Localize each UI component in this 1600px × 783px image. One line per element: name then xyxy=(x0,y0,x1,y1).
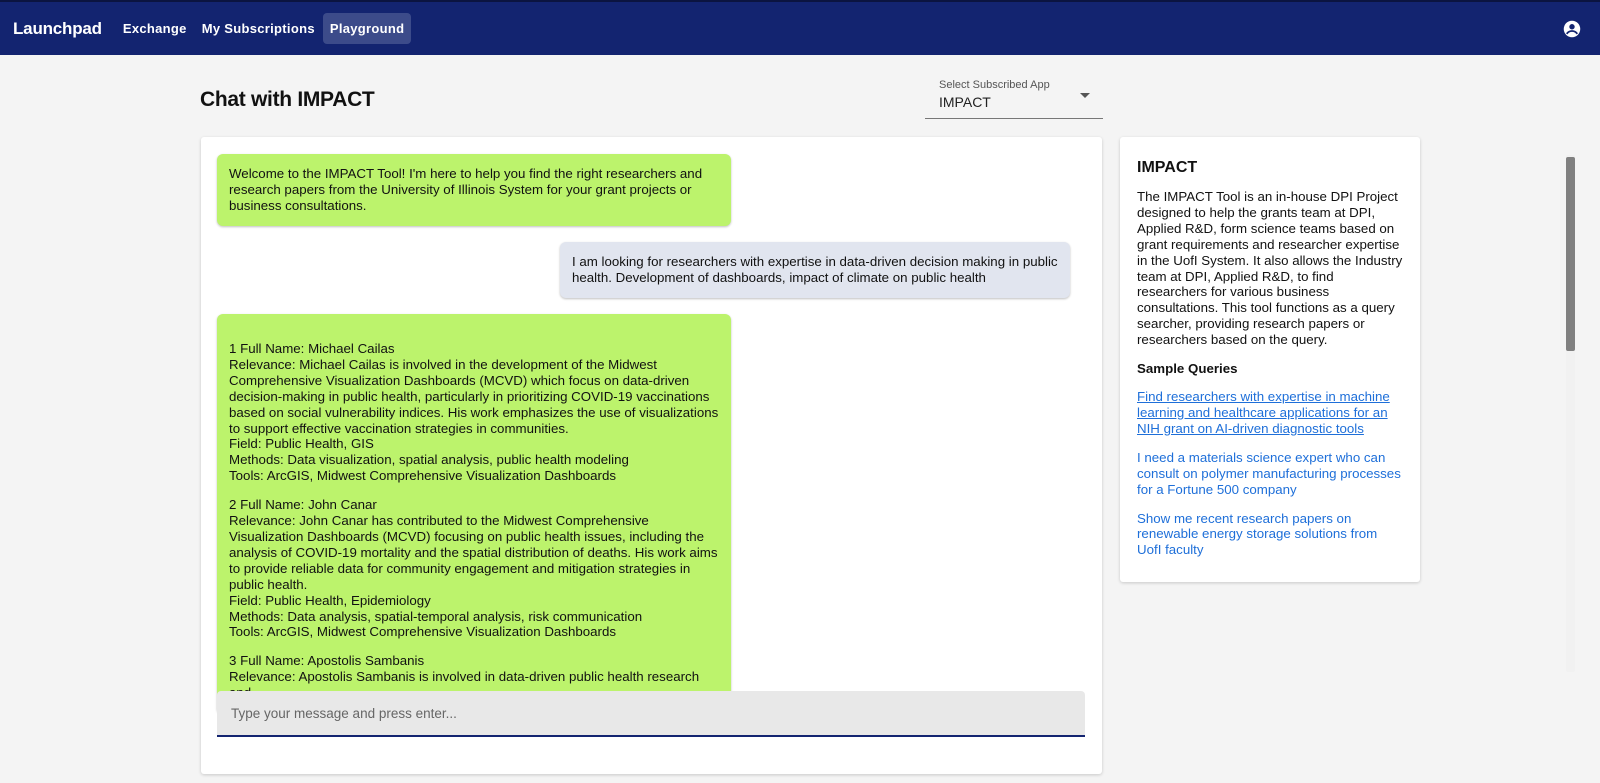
result-relevance: Relevance: John Canar has contributed to the Midwest Comprehensive Visualization Dashboards (MCVD) focusing on public health issues, including the analysis of COVID-19 mortality and the spatial distribution of deaths. His work aims to provide reliable data for community engagement and mitigation strategies in public health. xyxy=(229,513,718,592)
sample-query-link[interactable]: Show me recent research papers on renewable energy storage solutions from UofI faculty xyxy=(1137,510,1378,558)
page-title: Chat with IMPACT xyxy=(200,88,375,111)
account-circle-icon[interactable] xyxy=(1563,20,1581,38)
result-item xyxy=(229,341,719,484)
nav-my-subscriptions[interactable]: My Subscriptions xyxy=(201,21,315,36)
nav-playground[interactable]: Playground xyxy=(323,13,412,44)
app-info-panel xyxy=(1120,137,1420,582)
message-input[interactable] xyxy=(217,691,1085,737)
result-methods: Methods: Data visualization, spatial analysis, public health modeling xyxy=(229,452,629,468)
select-value: IMPACT xyxy=(939,94,991,110)
info-description: The IMPACT Tool is an in-house DPI Project designed to help the grants team at DPI, Applied R&D, form science teams based on grant requirements and researcher expertise in the UofI System. It also allows the Industry team at DPI, Applied R&D, to find researchers for various business consultations. This tool functions as a query searcher, providing research papers or researchers based on the query. xyxy=(1137,189,1403,348)
result-name: 3 Full Name: Apostolis Sambanis xyxy=(229,653,425,669)
result-field: Field: Public Health, Epidemiology xyxy=(229,592,431,608)
result-item xyxy=(229,497,719,640)
result-name: 1 Full Name: Michael Cailas xyxy=(229,341,395,356)
brand-logo[interactable]: Launchpad xyxy=(13,18,102,38)
message-text: Welcome to the IMPACT Tool! I'm here to help you find the right researchers and research papers from the University of Illinois System for your grant projects or business consultations. xyxy=(229,166,703,213)
result-tools: Tools: ArcGIS, Midwest Comprehensive Visualization Dashboards xyxy=(229,624,617,640)
user-message xyxy=(560,242,1070,298)
sample-query-link[interactable]: I need a materials science expert who can consult on polymer manufacturing processes for a Fortune 500 company xyxy=(1137,449,1401,497)
info-title: IMPACT xyxy=(1137,159,1198,176)
result-field: Field: Public Health, GIS xyxy=(229,436,374,452)
sample-queries-heading: Sample Queries xyxy=(1137,361,1238,377)
nav-exchange[interactable]: Exchange xyxy=(122,21,187,36)
scrollbar-thumb[interactable] xyxy=(1566,157,1575,351)
result-methods: Methods: Data analysis, spatial-temporal analysis, risk communication xyxy=(229,608,643,624)
chat-scrollbar[interactable] xyxy=(1566,155,1575,672)
result-relevance: Relevance: Apostolis Sambanis is involved in data-driven public health research xyxy=(229,669,700,685)
message-text: I am looking for researchers with expertise in data-driven decision making in public health. Development of dashboards, impact of climate on public health xyxy=(572,254,1058,285)
top-app-bar xyxy=(0,0,1600,55)
bot-message-welcome xyxy=(217,154,731,226)
result-relevance: Relevance: Michael Cailas is involved in the development of the Midwest Comprehensive Visualization Dashboards (MCVD) which focus on data-driven decision-making in public health, particularly in prioritizing COVID-19 vaccinations based on social vulnerability indices. His work emphasizes the use of visualizations to support effective vaccination strategies in communities. xyxy=(229,356,719,436)
chat-panel xyxy=(201,137,1102,774)
message-list xyxy=(217,154,1085,685)
subscribed-app-select[interactable] xyxy=(925,74,1103,119)
select-label: Select Subscribed App xyxy=(939,79,1050,91)
result-tools: Tools: ArcGIS, Midwest Comprehensive Visualization Dashboards xyxy=(229,468,617,484)
bot-message-results xyxy=(217,314,731,714)
chevron-down-icon[interactable] xyxy=(1080,93,1090,98)
result-name: 2 Full Name: John Canar xyxy=(229,497,377,513)
sample-query-link[interactable]: Find researchers with expertise in machine learning and healthcare applications for an NIH grant on AI-driven diagnostic tools xyxy=(1137,389,1390,436)
